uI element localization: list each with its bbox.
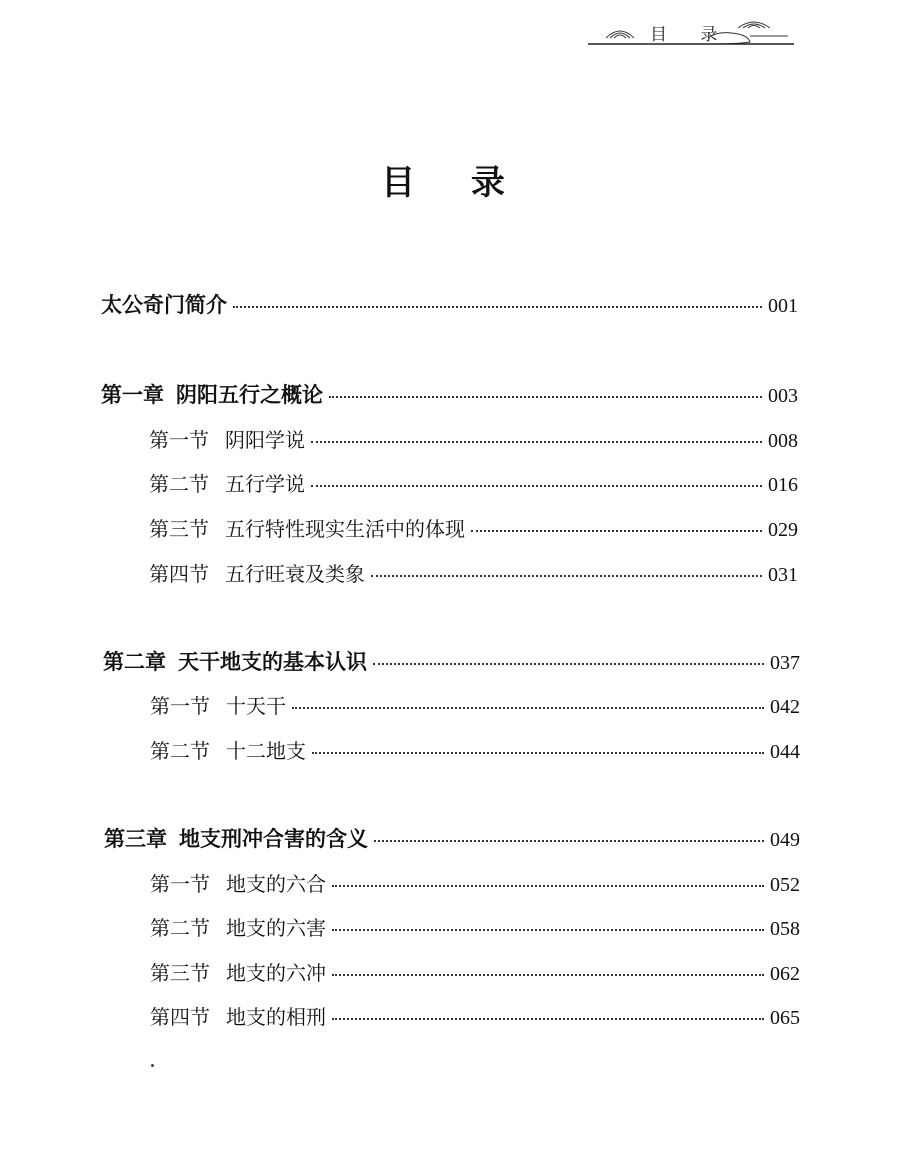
entry-title: 五行旺衰及类象 xyxy=(225,562,365,586)
page-header xyxy=(588,14,794,48)
toc-entry-section[interactable] xyxy=(150,868,800,898)
section-number: 第四节 xyxy=(149,562,209,586)
dot-leader xyxy=(329,396,762,398)
entry-title: 地支的相刑 xyxy=(226,1005,326,1029)
entry-title: 天干地支的基本认识 xyxy=(178,650,367,674)
dot-leader xyxy=(371,575,762,577)
chapter-number: 第一章 xyxy=(101,383,164,407)
page-number: 003 xyxy=(768,385,798,407)
toc-entry-section[interactable] xyxy=(149,468,798,498)
dot-leader xyxy=(332,1018,764,1020)
entry-title: 地支刑冲合害的含义 xyxy=(179,827,368,851)
toc-entry-chapter-2[interactable] xyxy=(103,646,800,676)
toc-entry-chapter-1[interactable] xyxy=(101,379,798,409)
dot-leader xyxy=(233,306,762,308)
toc-entry-section[interactable] xyxy=(150,912,800,942)
section-number: 第一节 xyxy=(150,694,210,718)
section-number: 第三节 xyxy=(149,517,209,541)
toc-entry-section[interactable] xyxy=(150,735,800,765)
toc-entry-section[interactable] xyxy=(149,424,798,454)
dot-leader xyxy=(312,752,764,754)
toc-entry-section[interactable] xyxy=(150,957,800,987)
dot-leader xyxy=(332,974,764,976)
entry-title: 阴阳五行之概论 xyxy=(176,383,323,407)
page-number: 001 xyxy=(768,295,798,317)
running-header: 目 录 xyxy=(650,25,732,45)
dot-leader xyxy=(373,663,764,665)
dot-leader xyxy=(332,885,764,887)
page-number: 058 xyxy=(770,918,800,940)
entry-title: 阴阳学说 xyxy=(225,428,305,452)
toc-entry-section[interactable] xyxy=(150,690,800,720)
dot-leader xyxy=(292,707,764,709)
dot-leader xyxy=(311,485,762,487)
chapter-number: 第三章 xyxy=(104,827,167,851)
entry-title: 地支的六合 xyxy=(226,872,326,896)
dot-leader xyxy=(374,840,764,842)
page-number: 008 xyxy=(768,430,798,452)
entry-title: 十二地支 xyxy=(226,739,306,763)
toc-entry-section[interactable] xyxy=(149,513,798,543)
section-number: 第二节 xyxy=(150,916,210,940)
dot-leader xyxy=(311,441,762,443)
page-number: 031 xyxy=(768,564,798,586)
chapter-number: 第二章 xyxy=(103,650,166,674)
entry-title: 地支的六害 xyxy=(226,916,326,940)
page-number: 065 xyxy=(770,1007,800,1029)
page-title: 目 录 xyxy=(381,163,527,203)
page-number: 042 xyxy=(770,696,800,718)
section-number: 第一节 xyxy=(149,428,209,452)
section-number: 第四节 xyxy=(150,1005,210,1029)
toc-entry-chapter-3[interactable] xyxy=(104,823,800,853)
scan-speck xyxy=(151,1064,154,1067)
section-number: 第三节 xyxy=(150,961,210,985)
toc-entry-section[interactable] xyxy=(149,558,798,588)
toc-entry-intro[interactable] xyxy=(101,289,798,319)
entry-title: 太公奇门简介 xyxy=(101,293,227,317)
page-number: 037 xyxy=(770,652,800,674)
dot-leader xyxy=(332,929,764,931)
entry-title: 地支的六冲 xyxy=(226,961,326,985)
entry-title: 五行学说 xyxy=(225,472,305,496)
section-number: 第一节 xyxy=(150,872,210,896)
page-number: 052 xyxy=(770,874,800,896)
section-number: 第二节 xyxy=(150,739,210,763)
entry-title: 十天干 xyxy=(226,694,286,718)
section-number: 第二节 xyxy=(149,472,209,496)
entry-title: 五行特性现实生活中的体现 xyxy=(225,517,465,541)
dot-leader xyxy=(471,530,762,532)
toc-entry-section[interactable] xyxy=(150,1001,800,1031)
page-number: 016 xyxy=(768,474,798,496)
page-number: 029 xyxy=(768,519,798,541)
page-number: 062 xyxy=(770,963,800,985)
page-number: 049 xyxy=(770,829,800,851)
page-number: 044 xyxy=(770,741,800,763)
